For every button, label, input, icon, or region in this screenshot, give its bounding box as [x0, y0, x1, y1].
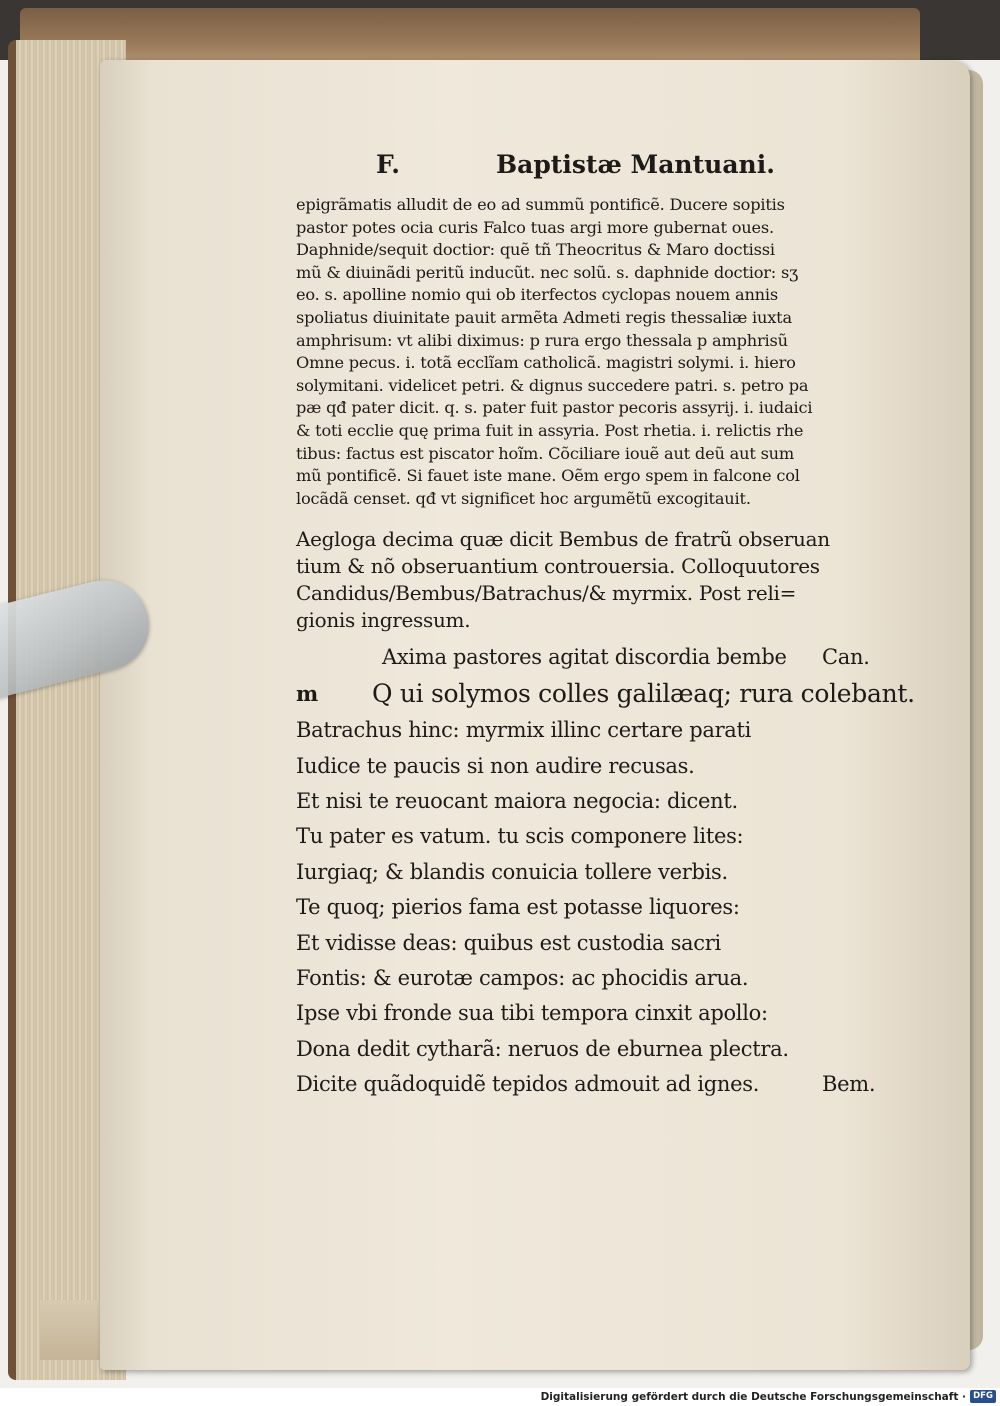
commentary-line: eo. s. apolline nomio qui ob iterfectos cyclopas nouem annis — [296, 285, 778, 305]
verse-line: Te quoq; pierios fama est potasse liquores: — [296, 895, 740, 920]
verse-line: Iurgiaq; & blandis conuicia tollere verbis. — [296, 859, 728, 884]
commentary-line: Omne pecus. i. totã ecclĩam catholicã. magistri solymi. i. hiero — [296, 353, 796, 373]
verse-line: Et vidisse deas: quibus est custodia sacri — [296, 930, 721, 955]
signature-mark: F. — [376, 150, 400, 179]
commentary-line: mũ pontificẽ. Si fauet iste mane. Oẽm ergo spem in falcone col — [296, 466, 800, 486]
speaker-label: Can. — [822, 645, 870, 670]
verse-text: Dicite quãdoquidẽ tepidos admouit ad ignes. — [296, 1072, 760, 1097]
verse-line: Tu pater es vatum. tu scis componere lites: — [296, 824, 744, 849]
verse-text: Q ui solymos colles galilæaq; rura colebant. — [372, 678, 915, 708]
commentary-block — [296, 194, 886, 510]
book-binding-edge — [20, 8, 920, 68]
commentary-line: locãdã censet. qđ vt significet hoc argumẽtũ excogitauit. — [296, 488, 751, 508]
commentary-line: epigrãmatis alludit de eo ad summũ pontificẽ. Ducere sopitis — [296, 195, 785, 214]
argument-line: tium & nõ obseruantium controuersia. Colloquutores — [296, 554, 820, 579]
commentary-line: mũ & diuinãdi peritũ inducũt. nec solũ. s. daphnide doctior: sʒ — [296, 262, 799, 282]
verse-block — [296, 640, 915, 1102]
argument-line: gionis ingressum. — [296, 608, 471, 633]
page-text — [296, 150, 915, 1103]
margin-mark: m — [296, 680, 318, 706]
verse-line: Dona dedit cytharã: neruos de eburnea plectra. — [296, 1036, 789, 1061]
commentary-line: tibus: factus est piscator hoĩm. Cõciliare iouẽ aut deũ aut sum — [296, 443, 795, 463]
verse-text: Axima pastores agitat discordia bembe — [382, 645, 787, 670]
verse-line — [296, 640, 886, 675]
verse-line: Ipse vbi fronde sua tibi tempora cinxit apollo: — [296, 1001, 768, 1026]
catchword-speaker: Bem. — [822, 1072, 876, 1097]
argument-line: Candidus/Bembus/Batrachus/& myrmix. Post reli= — [296, 581, 797, 606]
verse-line — [296, 676, 915, 713]
argument-line: Aegloga decima quæ dicit Bembus de fratrũ obseruan — [296, 527, 830, 552]
running-title: Baptistæ Mantuani. — [496, 150, 775, 179]
verse-line — [296, 1067, 886, 1102]
commentary-line: Daphnide/sequit doctior: quẽ tñ Theocritus & Maro doctissi — [296, 240, 775, 260]
funding-text: Digitalisierung gefördert durch die Deutsche Forschungsgemeinschaft · — [540, 1391, 966, 1403]
dfg-logo: DFG — [970, 1390, 996, 1403]
commentary-line: pæ qđ pater dicit. q. s. pater fuit pastor pecoris assyrij. i. iudaici — [296, 398, 813, 418]
commentary-line: pastor potes ocia curis Falco tuas argi more gubernat oues. — [296, 217, 774, 237]
commentary-line: spoliatus diuinitate pauit armẽta Admeti regis thessaliæ iuxta — [296, 307, 792, 327]
eclogue-argument — [296, 526, 886, 634]
commentary-line: & toti ecclie quę prima fuit in assyria. Post rhetia. i. relictis rhe — [296, 420, 804, 440]
verse-line: Iudice te paucis si non audire recusas. — [296, 753, 695, 778]
funding-footer — [0, 1388, 1000, 1406]
verse-line: Batrachus hinc: myrmix illinc certare parati — [296, 718, 752, 743]
verse-line: Fontis: & eurotæ campos: ac phocidis arua. — [296, 965, 749, 990]
verse-line: Et nisi te reuocant maiora negocia: dicent. — [296, 788, 738, 813]
page-header — [296, 150, 886, 194]
commentary-line: amphrisum: vt alibi diximus: p rura ergo thessala p amphrisũ — [296, 330, 788, 350]
commentary-line: solymitani. videlicet petri. & dignus succedere patri. s. petro pa — [296, 375, 809, 395]
